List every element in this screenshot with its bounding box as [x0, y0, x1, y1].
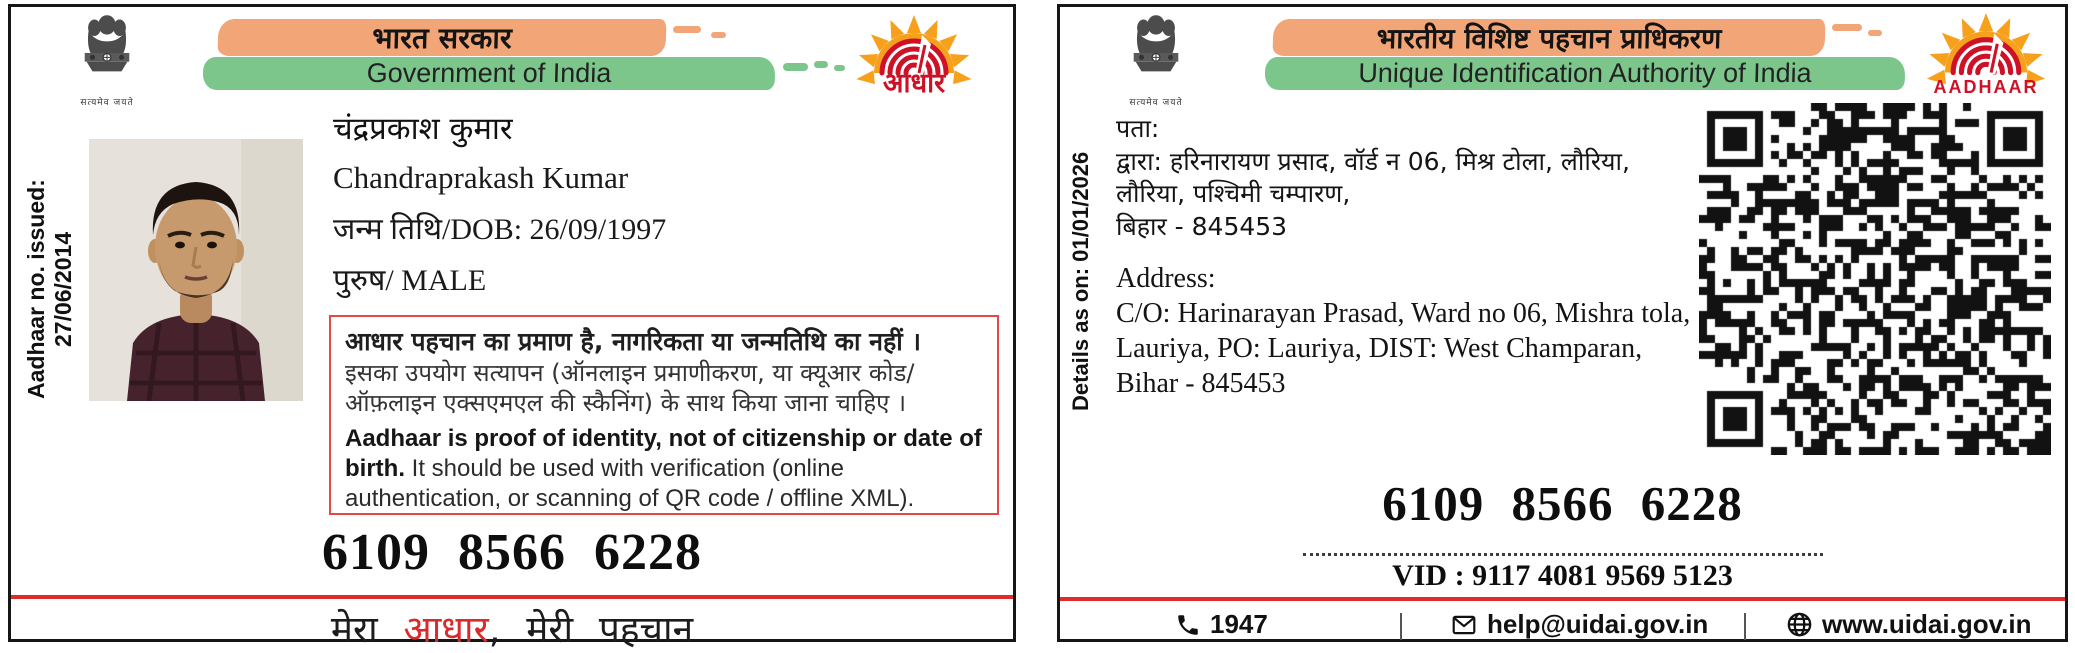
aadhaar-card-front	[8, 4, 1016, 651]
aadhaar-logo-label: आधार	[882, 68, 946, 99]
national-emblem	[1106, 12, 1206, 108]
dob-line: जन्म तिथि/DOB: 26/09/1997	[333, 213, 667, 246]
footer-separator	[1744, 613, 1746, 640]
help-email-address: help@uidai.gov.in	[1487, 609, 1709, 639]
website-url: www.uidai.gov.in	[1822, 609, 2032, 639]
address-line-english: C/O: Harinarayan Prasad, Ward no 06, Mishra tola,	[1116, 298, 1691, 329]
details-as-on-note: Details as on: 01/01/2026	[1068, 151, 1093, 412]
brush-dash	[711, 32, 726, 38]
authority-title-english: Unique Identification Authority of India	[1357, 58, 1813, 88]
aadhaar-logo-label: AADHAAR	[1933, 77, 2039, 97]
emblem-motto: सत्यमेव जयते	[80, 98, 134, 108]
portrait-photo	[89, 139, 303, 401]
brush-dash	[673, 26, 701, 33]
disclaimer-hindi: इसका उपयोग सत्यापन (ऑनलाइन प्रमाणीकरण, या क्यूआर कोड/ ऑफ़लाइन एक्सएमएल की स्कैनिंग) के साथ किया जाना चाहिए ।	[345, 358, 915, 418]
brush-dash	[783, 63, 808, 71]
name-english: Chandraprakash Kumar	[333, 160, 629, 195]
qr-code	[1699, 103, 2051, 455]
aadhaar-card-back	[1057, 4, 2068, 642]
aadhaar-number: 6109 8566 6228	[1382, 476, 1743, 531]
address-line-english: Lauriya, PO: Lauriya, DIST: West Champaran,	[1116, 333, 1643, 364]
portrait-illustration	[89, 139, 303, 401]
aadhaar-number: 6109 8566 6228	[322, 524, 702, 581]
help-email	[1450, 609, 1708, 640]
gender-line: पुरुष/ MALE	[333, 264, 487, 297]
disclaimer-english-rest: It should be used with verification (online authentication, or scanning of QR code / offline XML).	[345, 454, 915, 512]
name-hindi: चंद्रप्रकाश कुमार	[333, 111, 513, 147]
address-label-hindi: पता:	[1116, 114, 1160, 143]
address-line-english: Bihar - 845453	[1116, 368, 1286, 399]
ashoka-emblem-icon	[76, 12, 138, 92]
address-label-english: Address:	[1116, 263, 1216, 294]
brush-dash	[814, 61, 828, 68]
helpline-phone	[1175, 609, 1268, 640]
disclaimer-box	[329, 315, 999, 515]
demographics	[333, 107, 666, 309]
gov-title-hindi: भारत सरकार	[371, 21, 513, 55]
aadhaar-logo	[1916, 11, 2056, 96]
dotted-divider	[1303, 553, 1823, 556]
footer-separator	[1400, 613, 1402, 640]
header-brush-hindi	[1273, 19, 1826, 56]
disclaimer-english	[345, 424, 983, 514]
address-block	[1116, 113, 1726, 401]
red-divider	[1060, 597, 2065, 601]
header-brush-hindi	[218, 19, 667, 56]
disclaimer-english-bold: Aadhaar is proof of identity, not of citizenship or date of birth.	[345, 424, 982, 482]
tagline	[11, 602, 1013, 653]
ashoka-emblem-icon	[1125, 12, 1187, 92]
aadhaar-logo	[853, 11, 975, 100]
address-line-hindi: लौरिया, पश्चिमी चम्पारण,	[1116, 179, 1351, 208]
address-line-hindi: द्वारा: हरिनारायण प्रसाद, वॉर्ड न 06, मिश्र टोला, लौरिया,	[1116, 146, 1630, 176]
brush-dash	[1832, 24, 1862, 31]
header-brush-english	[203, 57, 776, 90]
tagline-brand: आधार	[403, 608, 489, 651]
brush-dash	[834, 65, 845, 71]
website	[1786, 609, 2031, 640]
authority-title-hindi: भारतीय विशिष्ट पहचान प्राधिकरण	[1376, 21, 1722, 55]
globe-icon	[1786, 611, 1813, 638]
red-divider	[11, 595, 1013, 599]
address-line-hindi: बिहार - 845453	[1116, 211, 1288, 241]
emblem-motto: सत्यमेव जयते	[1129, 98, 1183, 108]
gov-title-english: Government of India	[366, 58, 612, 88]
tagline-post: , मेरी पहचान	[488, 608, 694, 651]
disclaimer-hindi-bold: आधार पहचान का प्रमाण है, नागरिकता या जन्मतिथि का नहीं ।	[345, 327, 921, 356]
phone-icon	[1175, 612, 1201, 638]
brush-dash	[1868, 30, 1882, 36]
header-brush-english	[1265, 57, 1906, 90]
helpline-phone-number: 1947	[1210, 609, 1268, 639]
email-icon	[1450, 612, 1478, 638]
tagline-pre: मेरा	[330, 608, 404, 651]
national-emblem	[57, 12, 157, 108]
vid-number: VID : 9117 4081 9569 5123	[1392, 559, 1733, 592]
issue-date-note: Aadhaar no. issued: 27/06/2014	[23, 179, 76, 399]
